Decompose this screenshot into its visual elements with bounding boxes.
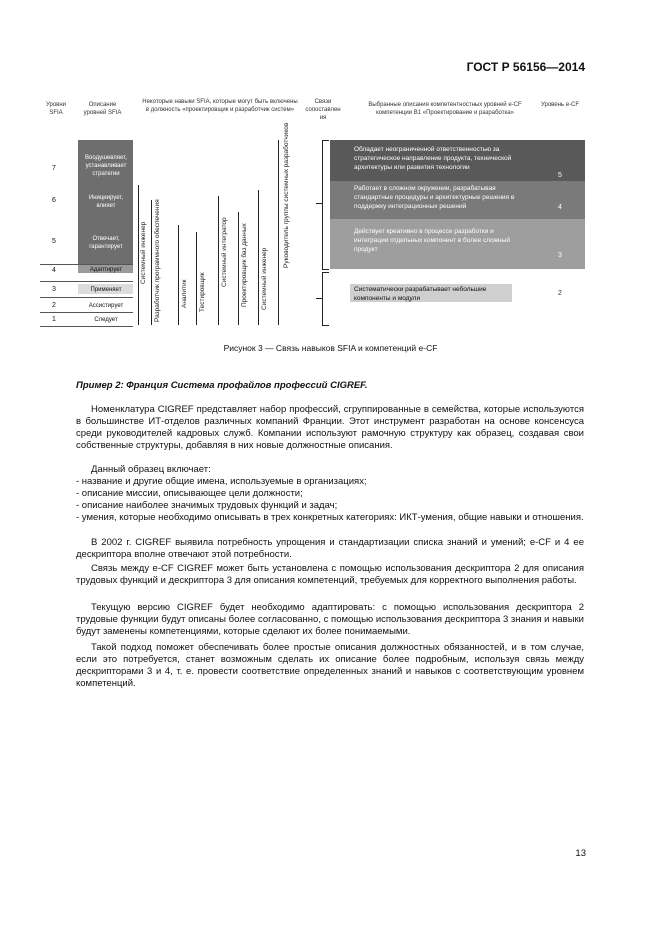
document-header: ГОСТ Р 56156—2014 [466,60,585,74]
ecf-level-cell-3 [530,219,585,269]
skill-label: Системный инженер [140,221,147,284]
header-link: Связи сопоставлен ия [305,99,341,121]
bullet-item: - описание миссии, описывающее цели должности; [76,488,303,499]
ecf-level-number: 3 [558,252,562,259]
paragraph: Данный образец включает: [91,464,211,475]
header-ecf-levels: Уровень e-CF [540,102,580,108]
ecf-brace-lower [322,272,329,326]
paragraph: В 2002 г. CIGREF выявила потребность упрощения и стандартизации списка знаний и умений; e-CF и 4 ее дескриптора вполне отвечают этой потребности. [76,537,584,560]
skill-range-line [238,212,239,325]
sfia-level-number: 6 [52,197,56,204]
row-separator [40,264,133,265]
header-skills: Некоторые навыки SFIA, которые могут быть включены в должность «проектировщик и разработчик систем» [142,99,298,113]
sfia-level-number: 4 [52,267,56,274]
skill-range-line [138,185,139,325]
figure-caption: Рисунок 3 — Связь навыков SFIA и компетенций e-CF [223,343,438,353]
bullet-item: - умения, которые необходимо описывать в трех конкретных категориях: ИКТ-умения, общие навыки и отношения. [76,512,584,523]
skill-label: Тестировщик [199,272,206,312]
sfia-level-number: 7 [52,165,56,172]
ecf-level-number: 4 [558,204,562,211]
example-title: Пример 2: Франция Система профайлов профессий CIGREF. [76,380,368,391]
ecf-band-text: Действует креативно в процессе разработки и интеграции отдельных компонент в более сложный продукт [354,228,510,253]
bullet-item: - название и другие общие имена, используемые в организациях; [76,476,367,487]
header-levels: Уровни SFIA [45,102,67,116]
skill-range-line [218,196,219,325]
skill-label: Системный интегратор [221,217,228,287]
row-separator [40,297,133,298]
paragraph: Номенклатура CIGREF представляет набор профессий, сгруппированные в семейства, которые используются в большинстве ИТ-отделов различных компаний Франции. Этот инструмент разработан на основе консенсуса среди руководителей кадровых служб. Компании используют рамочную структуру как образец, создавая свои собственные структуры, добавляя в них новые должностные описания. [76,404,584,451]
ecf-brace-upper [322,140,329,270]
paragraph: Такой подход поможет обеспечивать более простые описания должностных обязанностей, и в том случае, если это потребуется, станет возможным сделать их описание более подробным, используя связь между дескрипторами 3 и 4, т. е. провести соответствие определенных знаний и навыков с соответствующим уровнем компетенций. [76,642,584,689]
skill-range-line [151,200,152,325]
ecf-brace-tip [316,298,322,299]
skill-label: Руководитель группы системных разработчиков [283,122,290,268]
ecf-band-text: Систематически разрабатывает небольшие компоненты и модули [354,286,487,302]
header-descriptions: Описание уровней SFIA [83,102,122,116]
page-number: 13 [575,848,586,859]
row-separator [40,281,133,282]
skill-range-line [178,225,179,325]
ecf-level-number: 2 [558,290,562,297]
sfia-level-label: Ассистирует [88,303,124,309]
sfia-level-number: 1 [52,316,56,323]
paragraph: Текущую версию CIGREF будет необходимо адаптировать: с помощью использования дескриптора 2 трудовые функции будут описаны более согласованно, с помощью использования дескриптора 3 знания и навыки будут заменены компетенциями, которые сделают их более понимаемыми. [76,602,584,637]
ecf-level-number: 5 [558,172,562,179]
skill-label: Системный инженер [261,247,268,310]
skill-label: Проектировщик баз данных [241,223,248,307]
ecf-brace-tip [316,203,322,204]
skill-label: Разработчик программного обеспечения [154,199,161,322]
skill-label: Аналитик [181,279,188,308]
sfia-level-label: Инициирует, влияет [88,195,124,209]
row-separator [40,312,133,313]
bullet-item: - описание наиболее значимых трудовых функций и задач; [76,500,338,511]
ecf-band-text: Работает в сложном окружении, разрабатывая стандартные процедуры и архитектурные решения в поддержку интеграционных решений [354,185,515,210]
sfia-level-label: Воодушевляет, устанавливает стратегии [85,155,127,177]
sfia-level-label: Отвечает, гарантирует [89,236,123,250]
header-ecf-desc: Выбранные описания компетентностных уровней e-CF компетенции B1 «Проектирование и разработка» [368,102,522,116]
sfia-level-label: Адаптирует [89,267,123,273]
paragraph: Связь между e-CF CIGREF может быть установлена с помощью использования дескриптора 2 для описания трудовых функций и дескриптора 3 для описания компетенций, требуемых для корректного выполнения работы. [76,563,584,586]
skill-range-line [278,140,279,325]
skill-range-line [258,190,259,325]
row-separator [40,326,133,327]
sfia-level-number: 2 [52,302,56,309]
ecf-level-cell-4 [530,181,585,219]
ecf-band-text: Обладает неограниченной ответственностью за стратегическое направление продукта, технической архитектуры или развития технологии [354,146,512,171]
sfia-level-number: 5 [52,238,56,245]
sfia-level-number: 3 [52,286,56,293]
sfia-level-label: Следует [94,317,118,323]
sfia-level-label: Применяет [90,287,122,293]
skill-range-line [196,232,197,325]
